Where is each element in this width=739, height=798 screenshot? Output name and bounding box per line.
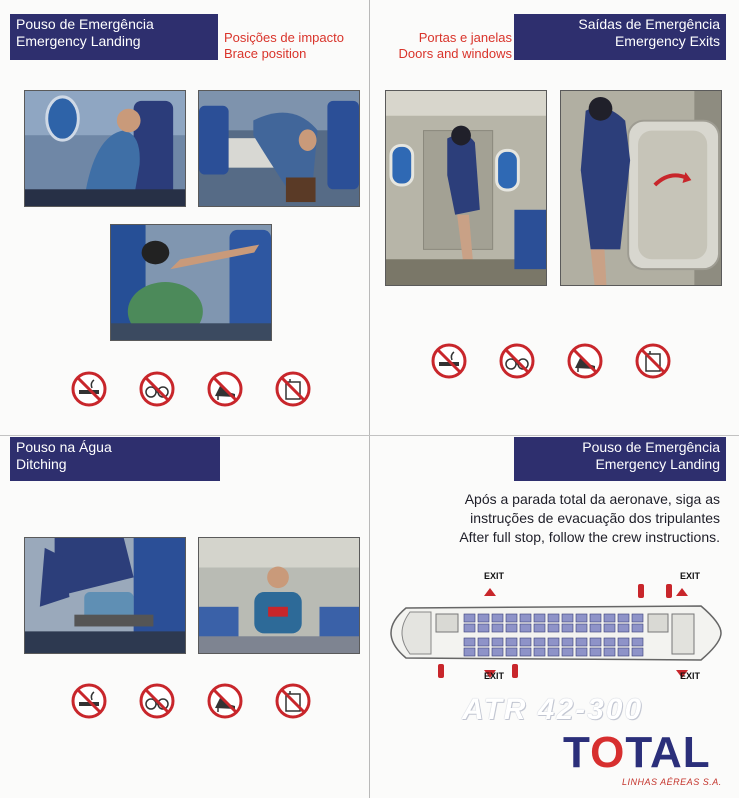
no-high-heels-icon xyxy=(566,342,604,380)
header-line-2: Ditching xyxy=(16,456,67,472)
no-glasses-icon xyxy=(498,342,536,380)
no-glasses-icon xyxy=(138,370,176,408)
no-luggage-icon xyxy=(274,682,312,720)
instruction-line-3: After full stop, follow the crew instructions. xyxy=(459,529,720,545)
panel-top-left xyxy=(0,0,369,435)
subtitle-line-2: Doors and windows xyxy=(398,46,512,61)
subtitle-brace-position xyxy=(224,30,344,62)
cabin-seat-map xyxy=(376,578,726,688)
subtitle-line-2: Brace position xyxy=(224,46,307,61)
no-smoking-icon xyxy=(70,370,108,408)
header-line-2: Emergency Landing xyxy=(16,33,141,49)
header-line-2: Emergency Landing xyxy=(595,456,720,472)
header-line-2: Emergency Exits xyxy=(614,33,720,49)
brand-logo xyxy=(563,728,711,778)
instruction-line-1: Após a parada total da aeronave, siga as xyxy=(464,491,720,507)
brace-photo-pregnant-passenger xyxy=(110,224,272,341)
no-glasses-icon xyxy=(138,682,176,720)
ditching-photo-child-life-vest xyxy=(198,537,360,654)
exit-label-aft-left: EXIT xyxy=(484,671,505,681)
instruction-line-2: instruções de evacuação dos tripulantes xyxy=(470,510,720,526)
no-high-heels-icon xyxy=(206,370,244,408)
fold-line-horizontal xyxy=(0,435,739,436)
exit-photo-door xyxy=(560,90,722,286)
header-line-1: Pouso de Emergência xyxy=(582,439,720,455)
ditching-photo-life-vest-under-seat xyxy=(24,537,186,654)
header-emergency-exits xyxy=(514,14,726,60)
no-smoking-icon xyxy=(70,682,108,720)
no-luggage-icon xyxy=(274,370,312,408)
header-emergency-landing xyxy=(514,437,726,481)
exit-label-forward-left: EXIT xyxy=(484,571,505,581)
header-line-1: Pouso na Água xyxy=(16,439,112,455)
header-emergency-landing xyxy=(10,14,218,60)
exit-label-aft-right: EXIT xyxy=(680,671,701,681)
brand-tagline: LINHAS AÉREAS S.A. xyxy=(622,777,722,787)
fold-line-vertical xyxy=(369,0,370,798)
subtitle-line-1: Posições de impacto xyxy=(224,30,344,45)
subtitle-line-1: Portas e janelas xyxy=(418,30,512,45)
brand-letters-rest: TAL xyxy=(625,728,711,777)
aircraft-model-label: ATR 42-300 xyxy=(462,693,644,726)
brand-letter-t: T xyxy=(563,728,591,777)
exit-photo-window xyxy=(385,90,547,286)
header-line-1: Saídas de Emergência xyxy=(578,16,720,32)
brand-letter-o: O xyxy=(590,728,626,777)
header-line-1: Pouso de Emergência xyxy=(16,16,154,32)
no-luggage-icon xyxy=(634,342,672,380)
brace-photo-passenger-head-down xyxy=(198,90,360,207)
exit-label-forward-right: EXIT xyxy=(680,571,701,581)
subtitle-doors-and-windows xyxy=(376,30,512,62)
header-ditching xyxy=(10,437,220,481)
brace-photo-passenger-leaning xyxy=(24,90,186,207)
evacuation-instructions xyxy=(376,490,720,547)
no-high-heels-icon xyxy=(206,682,244,720)
no-smoking-icon xyxy=(430,342,468,380)
